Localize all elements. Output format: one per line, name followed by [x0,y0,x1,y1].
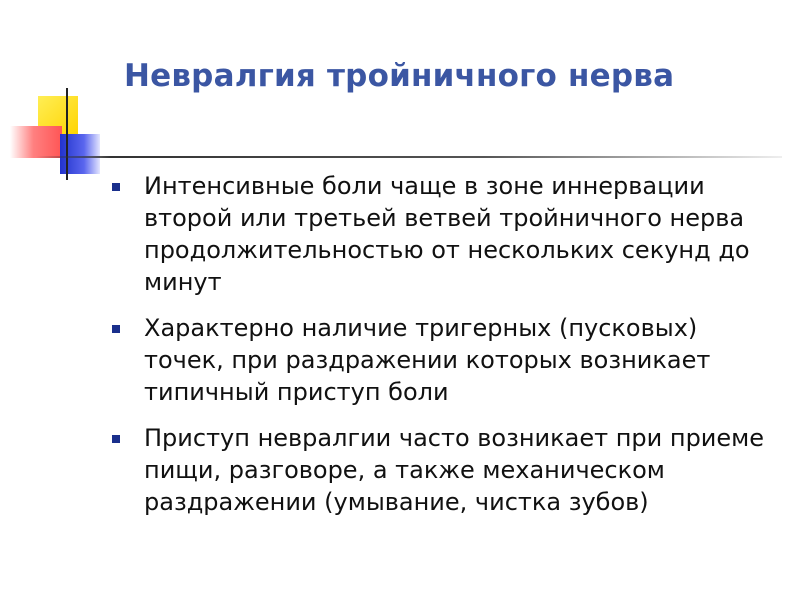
vertical-line [66,88,68,180]
bullet-square-icon [112,183,120,191]
bullet-square-icon [112,325,120,333]
bullet-list [108,170,768,532]
bullet-text: Характерно наличие тригерных (пусковых) точек, при раздражении которых возникает типичный приступ боли [144,314,711,406]
bullet-item [108,422,768,518]
bullet-text: Приступ невралгии часто возникает при приеме пищи, разговоре, а также механическом раздражении (умывание, чистка зубов) [144,424,765,516]
title-underline [36,156,782,158]
bullet-item [108,170,768,298]
bullet-item [108,312,768,408]
red-square [10,126,62,158]
decorative-squares-logo [0,0,120,190]
bullet-square-icon [112,435,120,443]
bullet-text: Интенсивные боли чаще в зоне иннервации второй или третьей ветвей тройничного нерва продолжительностью от нескольких секунд до минут [144,172,750,296]
slide-title: Невралгия тройничного нерва [124,58,675,94]
